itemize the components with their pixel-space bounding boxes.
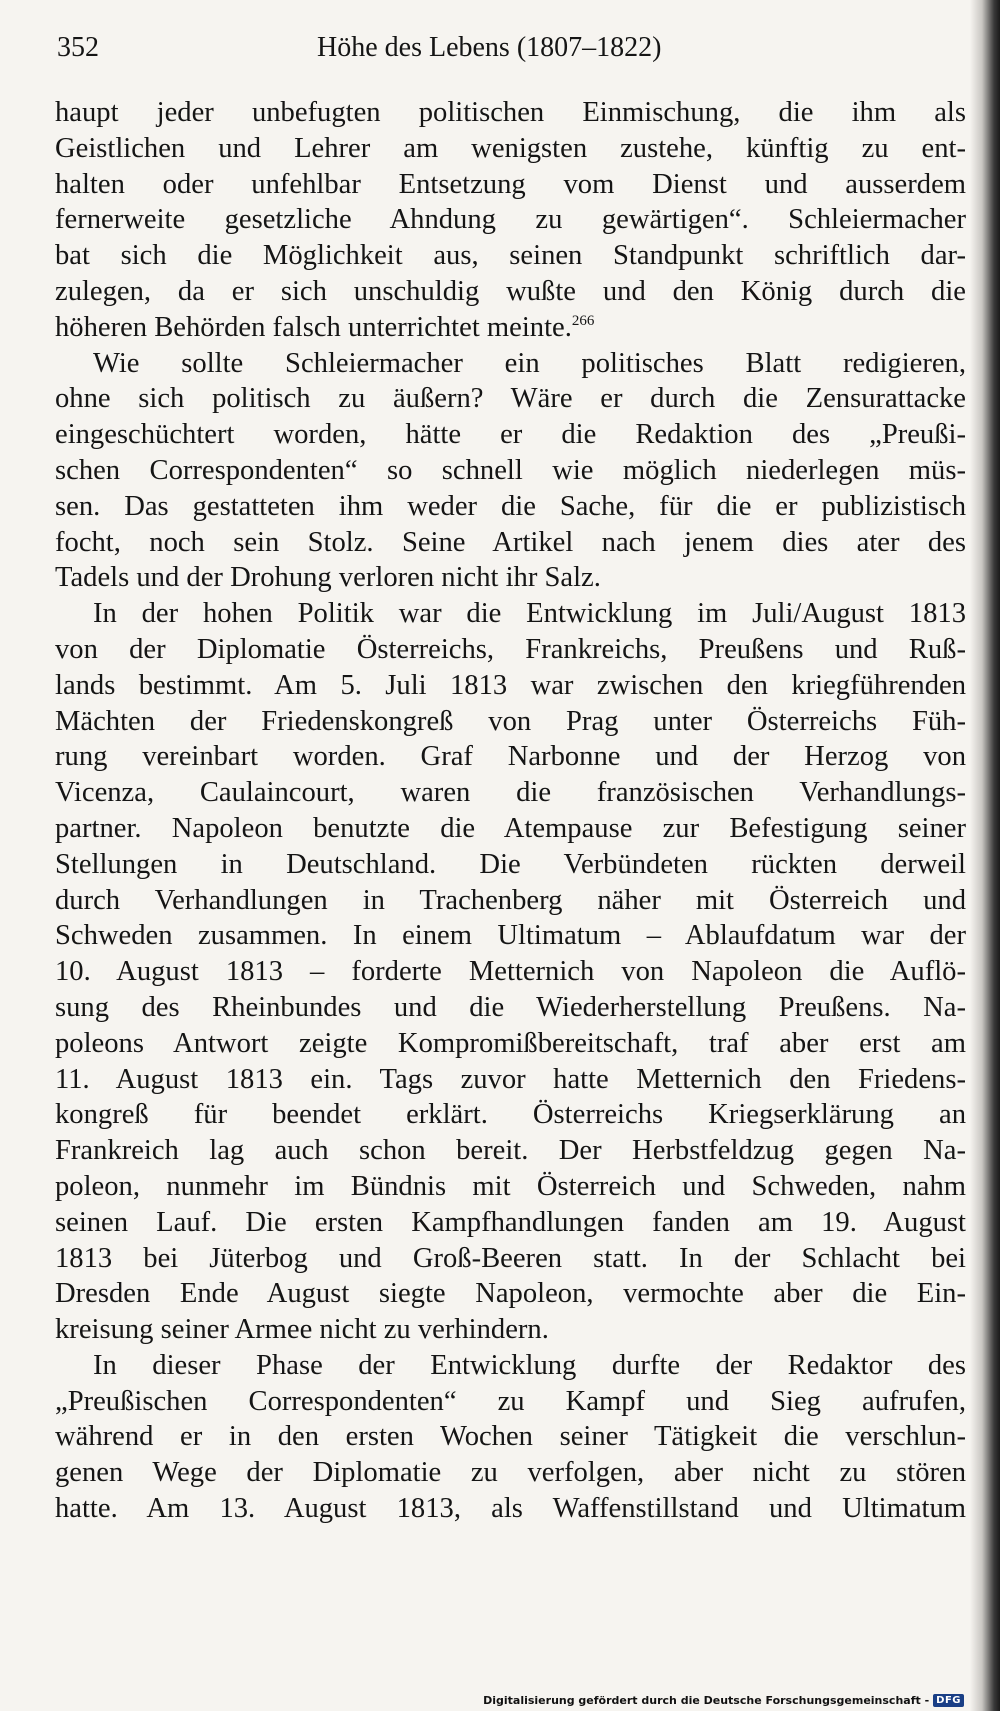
page-header <box>57 28 957 68</box>
text-line: von der Diplomatie Österreichs, Frankreichs, Preußens und Ruß- <box>55 633 966 665</box>
footnote-ref: 266 <box>571 312 595 329</box>
text-line: In dieser Phase der Entwicklung durfte der Redaktor des <box>93 1349 966 1381</box>
body-text <box>55 95 966 1527</box>
text-line: sung des Rheinbundes und die Wiederherstellung Preußens. Na- <box>55 991 966 1023</box>
text-line: Dresden Ende August siegte Napoleon, vermochte aber die Ein- <box>55 1278 966 1310</box>
page-number: 352 <box>57 32 99 63</box>
text-line: rung vereinbart worden. Graf Narbonne und der Herzog von <box>55 741 966 773</box>
text-line: halten oder unfehlbar Entsetzung vom Dienst und ausserdem <box>55 168 966 200</box>
text-line: seinen Lauf. Die ersten Kampfhandlungen fanden am 19. August <box>55 1206 966 1238</box>
text-line: sen. Das gestatteten ihm weder die Sache, für die er publizistisch <box>55 490 966 522</box>
text-line: „Preußischen Correspondenten“ zu Kampf und Sieg aufrufen, <box>55 1385 966 1417</box>
page-gutter-shadow <box>970 0 1000 1711</box>
paragraph <box>55 346 966 597</box>
footer-text: Digitalisierung gefördert durch die Deutsche Forschungsgemeinschaft - <box>483 1694 930 1707</box>
text-line: Wie sollte Schleiermacher ein politisches Blatt redigieren, <box>93 347 966 379</box>
text-line: zulegen, da er sich unschuldig wußte und den König durch die <box>55 275 966 307</box>
text-line: Mächten der Friedenskongreß von Prag unter Österreichs Füh- <box>55 705 966 737</box>
text-line: Vicenza, Caulaincourt, waren die französischen Verhandlungs- <box>55 777 966 809</box>
text-line: eingeschüchtert worden, hätte er die Redaktion des „Preußi- <box>55 419 966 451</box>
text-line: während er in den ersten Wochen seiner Tätigkeit die verschlun- <box>55 1421 966 1453</box>
digitization-footer <box>483 1694 964 1707</box>
paragraph <box>55 1348 966 1527</box>
text-line: In der hohen Politik war die Entwicklung im Juli/August 1813 <box>93 598 966 630</box>
text-line: poleon, nunmehr im Bündnis mit Österreich und Schweden, nahm <box>55 1170 966 1202</box>
text-line: lands bestimmt. Am 5. Juli 1813 war zwischen den kriegführenden <box>55 669 966 701</box>
text-line: haupt jeder unbefugten politischen Einmischung, die ihm als <box>55 97 966 128</box>
text-line: Schweden zusammen. In einem Ultimatum – Ablaufdatum war der <box>55 920 966 952</box>
text-line: durch Verhandlungen in Trachenberg näher mit Österreich und <box>55 884 966 916</box>
text-line: partner. Napoleon benutzte die Atempause zur Befestigung seiner <box>55 812 966 844</box>
text-line: schen Correspondenten“ so schnell wie möglich niederlegen müs- <box>55 454 966 486</box>
text-line: kongreß für beendet erklärt. Österreichs Kriegserklärung an <box>55 1099 966 1131</box>
text-line: kreisung seiner Armee nicht zu verhindern. <box>55 1314 549 1346</box>
text-line: genen Wege der Diplomatie zu verfolgen, aber nicht zu stören <box>55 1457 966 1489</box>
paragraph <box>55 95 966 346</box>
paragraph <box>55 596 966 1348</box>
text-line: hatte. Am 13. August 1813, als Waffenstillstand und Ultimatum <box>55 1493 966 1525</box>
running-head: Höhe des Lebens (1807–1822) <box>317 32 662 63</box>
text-line: Frankreich lag auch schon bereit. Der Herbstfeldzug gegen Na- <box>55 1135 966 1167</box>
text-line: höheren Behörden falsch unterrichtet meinte.$^{266}$ <box>55 311 595 343</box>
text-line: bat sich die Möglichkeit aus, seinen Standpunkt schriftlich dar- <box>55 240 966 272</box>
text-line: ohne sich politisch zu äußern? Wäre er durch die Zensurattacke <box>55 383 966 415</box>
text-line: Tadels und der Drohung verloren nicht ihr Salz. <box>55 562 601 594</box>
text-line: Geistlichen und Lehrer am wenigsten zustehe, künftig zu ent- <box>55 132 966 164</box>
dfg-logo-icon: DFG <box>933 1694 964 1707</box>
text-line: Stellungen in Deutschland. Die Verbündeten rückten derweil <box>55 848 966 880</box>
text-line: fernerweite gesetzliche Ahndung zu gewärtigen“. Schleiermacher <box>55 204 966 236</box>
text-line: 1813 bei Jüterbog und Groß-Beeren statt. In der Schlacht bei <box>55 1242 966 1274</box>
text-line: focht, noch sein Stolz. Seine Artikel nach jenem dies ater des <box>55 526 966 558</box>
text-line: poleons Antwort zeigte Kompromißbereitschaft, traf aber erst am <box>55 1027 966 1059</box>
text-line: 10. August 1813 – forderte Metternich von Napoleon die Auflö- <box>55 956 966 988</box>
text-line: 11. August 1813 ein. Tags zuvor hatte Metternich den Friedens- <box>55 1063 966 1095</box>
